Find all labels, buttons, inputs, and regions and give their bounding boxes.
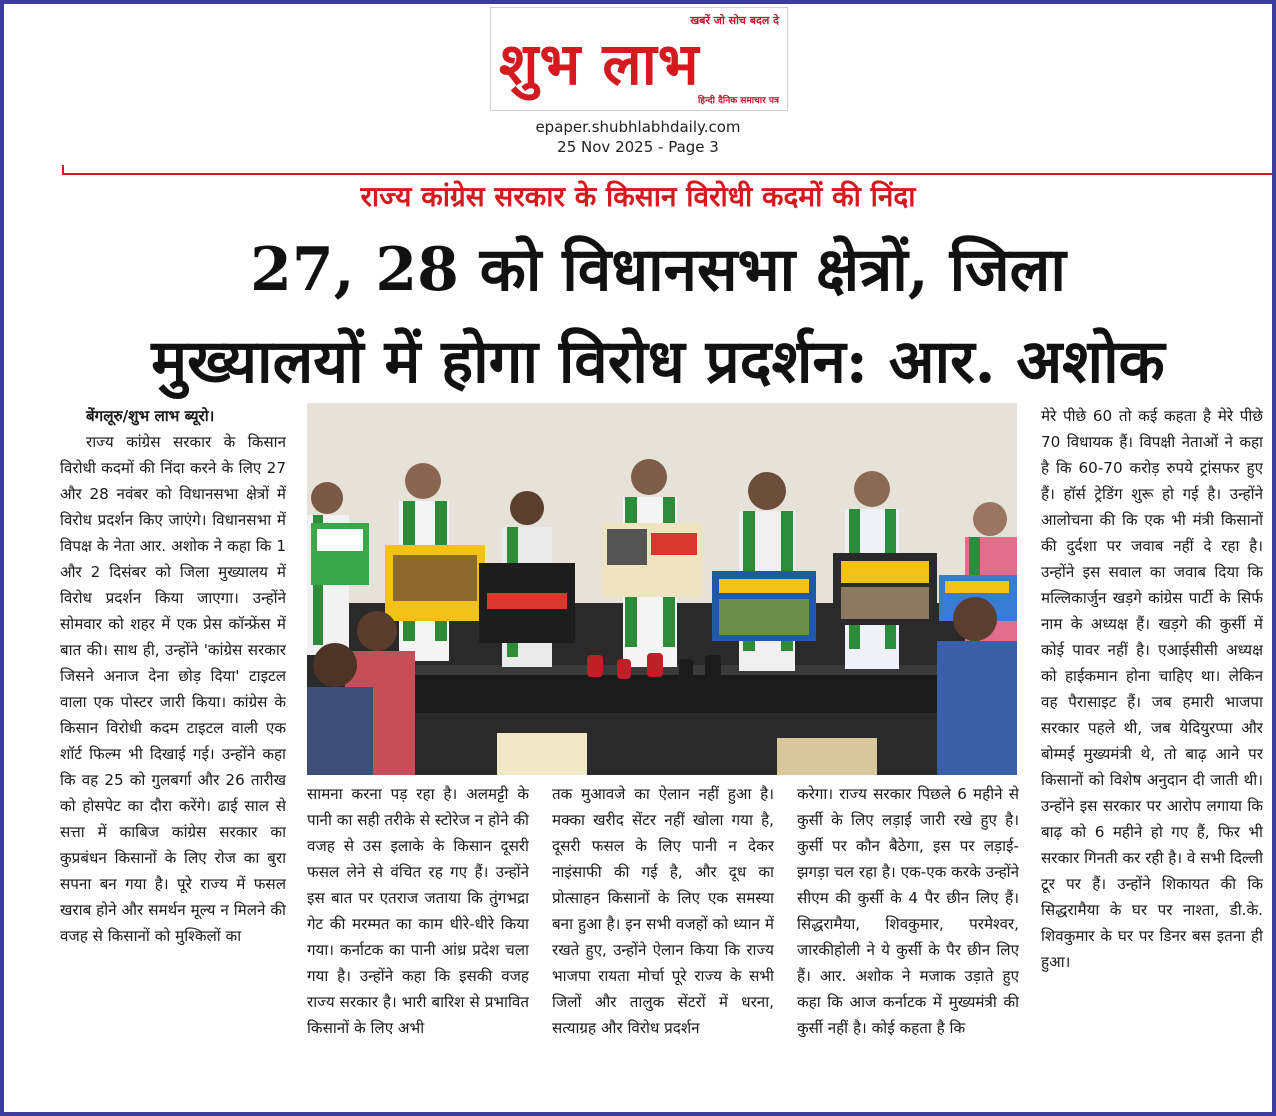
article-column-2	[307, 781, 529, 1107]
press-conference-photo[interactable]	[307, 403, 1017, 775]
masthead-name: शुभ लाभ	[499, 30, 700, 98]
column-4-text: करेगा। राज्य सरकार पिछले 6 महीने से कुर्सी के लिए लड़ाई जारी रखे हुए है। कुर्सी पर कौन बैठेगा, इस पर लड़ाई-झगड़ा चल रहा है। एक-एक करके उन्होंने सीएम की कुर्सी के 4 पैर छीन लिए हैं। सिद्धरामैया, शिवकुमार, परमेश्वर, जारकीहोली ने ये कुर्सी के पैर छीन लिए हैं। आर. अशोक ने मजाक उड़ाते हुए कहा कि आज कर्नाटक में मुख्यमंत्री की कुर्सी नहीं है। कोई कहता है कि	[797, 785, 1019, 1037]
article-kicker: राज्य कांग्रेस सरकार के किसान विरोधी कदमों की निंदा	[360, 180, 916, 213]
masthead-logo[interactable]	[490, 7, 788, 111]
masthead-tagline: खबरें जो सोच बदल दे	[690, 14, 779, 27]
article-column-4	[797, 781, 1019, 1107]
edition-date: 25 Nov 2025 - Page 3	[557, 138, 719, 156]
edition-url[interactable]: epaper.shubhlabhdaily.com	[535, 118, 741, 136]
headline-line-1: 27, 28 को विधानसभा क्षेत्रों, जिला	[250, 235, 1066, 305]
column-1-text: राज्य कांग्रेस सरकार के किसान विरोधी कदमों की निंदा करने के लिए 27 और 28 नवंबर को विधानसभा क्षेत्रों में विरोध प्रदर्शन किए जाएंगे। विधानसभा में विपक्ष के नेता आर. अशोक ने कहा कि 1 और 2 दिसंबर को जिला मुख्यालय में विरोध प्रदर्शन किया जाएगा। उन्होंने सोमवार को शहर में एक प्रेस कॉन्फ्रेंस में बात की। साथ ही, उन्होंने 'कांग्रेस सरकार जिसने अनाज देना छोड़ दिया' टाइटल वाला एक पोस्टर जारी किया। कांग्रेस के किसान विरोधी कदम टाइटल वाली एक शॉर्ट फिल्म भी दिखाई गई। उन्होंने कहा कि वह 25 को गुलबर्गा और 26 तारीख को होसपेट का दौरा करेंगे। ढाई साल से सत्ता में काबिज कांग्रेस सरकार का कुप्रबंधन किसानों के लिए रोज का बुरा सपना बन गया है। पूरे राज्य में फसल खराब होने और समर्थन मूल्य न मिलने की वजह से किसानों को मुश्किलों का	[60, 433, 286, 945]
column-5-text: मेरे पीछे 60 तो कई कहता है मेरे पीछे 70 विधायक हैं। विपक्षी नेताओं ने कहा है कि 60-70 करोड़ रुपये ट्रांसफर हुए हैं। हॉर्स ट्रेडिंग शुरू हो गई है। उन्होंने आलोचना की कि एक भी मंत्री किसानों की दुर्दशा पर जवाब नहीं दे रहा है। उन्होंने इस सवाल का जवाब दिया कि मल्लिकार्जुन खड़गे कांग्रेस पार्टी के सिर्फ नाम के अध्यक्ष हैं। खड़गे की कुर्सी में कोई पावर नहीं है। एआईसीसी अध्यक्ष को हाईकमान होना चाहिए था। लेकिन वह पैरासाइट हैं। जब हमारी भाजपा सरकार पहले थी, जब येदियुरप्पा और बोम्मई मुख्यमंत्री थे, तो बाढ़ आने पर किसानों को विशेष अनुदान दी जाती थी। उन्होंने इस सरकार पर आरोप लगाया कि बाढ़ को 6 महीने हो गए हैं, फिर भी सरकार गिनती कर रही है। वे सभी दिल्ली टूर पर हैं। उन्होंने शिकायत की कि सिद्धरामैया के घर पर नाश्ता, डी.के. शिवकुमार के घर पर डिनर बस इतना ही हुआ।	[1041, 407, 1263, 971]
article-column-1	[60, 403, 286, 1105]
photo-illustration	[307, 403, 1017, 775]
masthead-subtitle: हिन्दी दैनिक समाचार पत्र	[697, 96, 779, 106]
headline-line-2: मुख्यालयों में होगा विरोध प्रदर्शन: आर. अशोक	[151, 327, 1165, 397]
article-column-5	[1041, 403, 1263, 1105]
article-byline: बेंगलूरु/शुभ लाभ ब्यूरो।	[86, 407, 215, 425]
article-column-3	[552, 781, 774, 1107]
clip-border	[62, 165, 1272, 175]
column-2-text: सामना करना पड़ रहा है। अलमट्टी के पानी का सही तरीके से स्टोरेज न होने की वजह से उस इलाके के किसान दूसरी फसल लेने से वंचित रह गए हैं। उन्होंने इस बात पर एतराज जताया कि तुंगभद्रा गेट की मरम्मत का काम धीरे-धीरे किया गया। कर्नाटक का पानी आंध्र प्रदेश चला गया है। उन्होंने कहा कि इसकी वजह राज्य सरकार है। भारी बारिश से प्रभावित किसानों के लिए अभी	[307, 785, 529, 1037]
column-3-text: तक मुआवजे का ऐलान नहीं हुआ है। मक्का खरीद सेंटर नहीं खोला गया है, दूसरी फसल के लिए पानी न देकर नाइंसाफी की गई है, और दूध का प्रोत्साहन किसानों के लिए एक समस्या बना हुआ है। इन सभी वजहों को ध्यान में रखते हुए, उन्होंने ऐलान किया कि राज्य भाजपा रायता मोर्चा पूरे राज्य के सभी जिलों और तालुक सेंटरों में धरना, सत्याग्रह और विरोध प्रदर्शन	[552, 785, 774, 1037]
